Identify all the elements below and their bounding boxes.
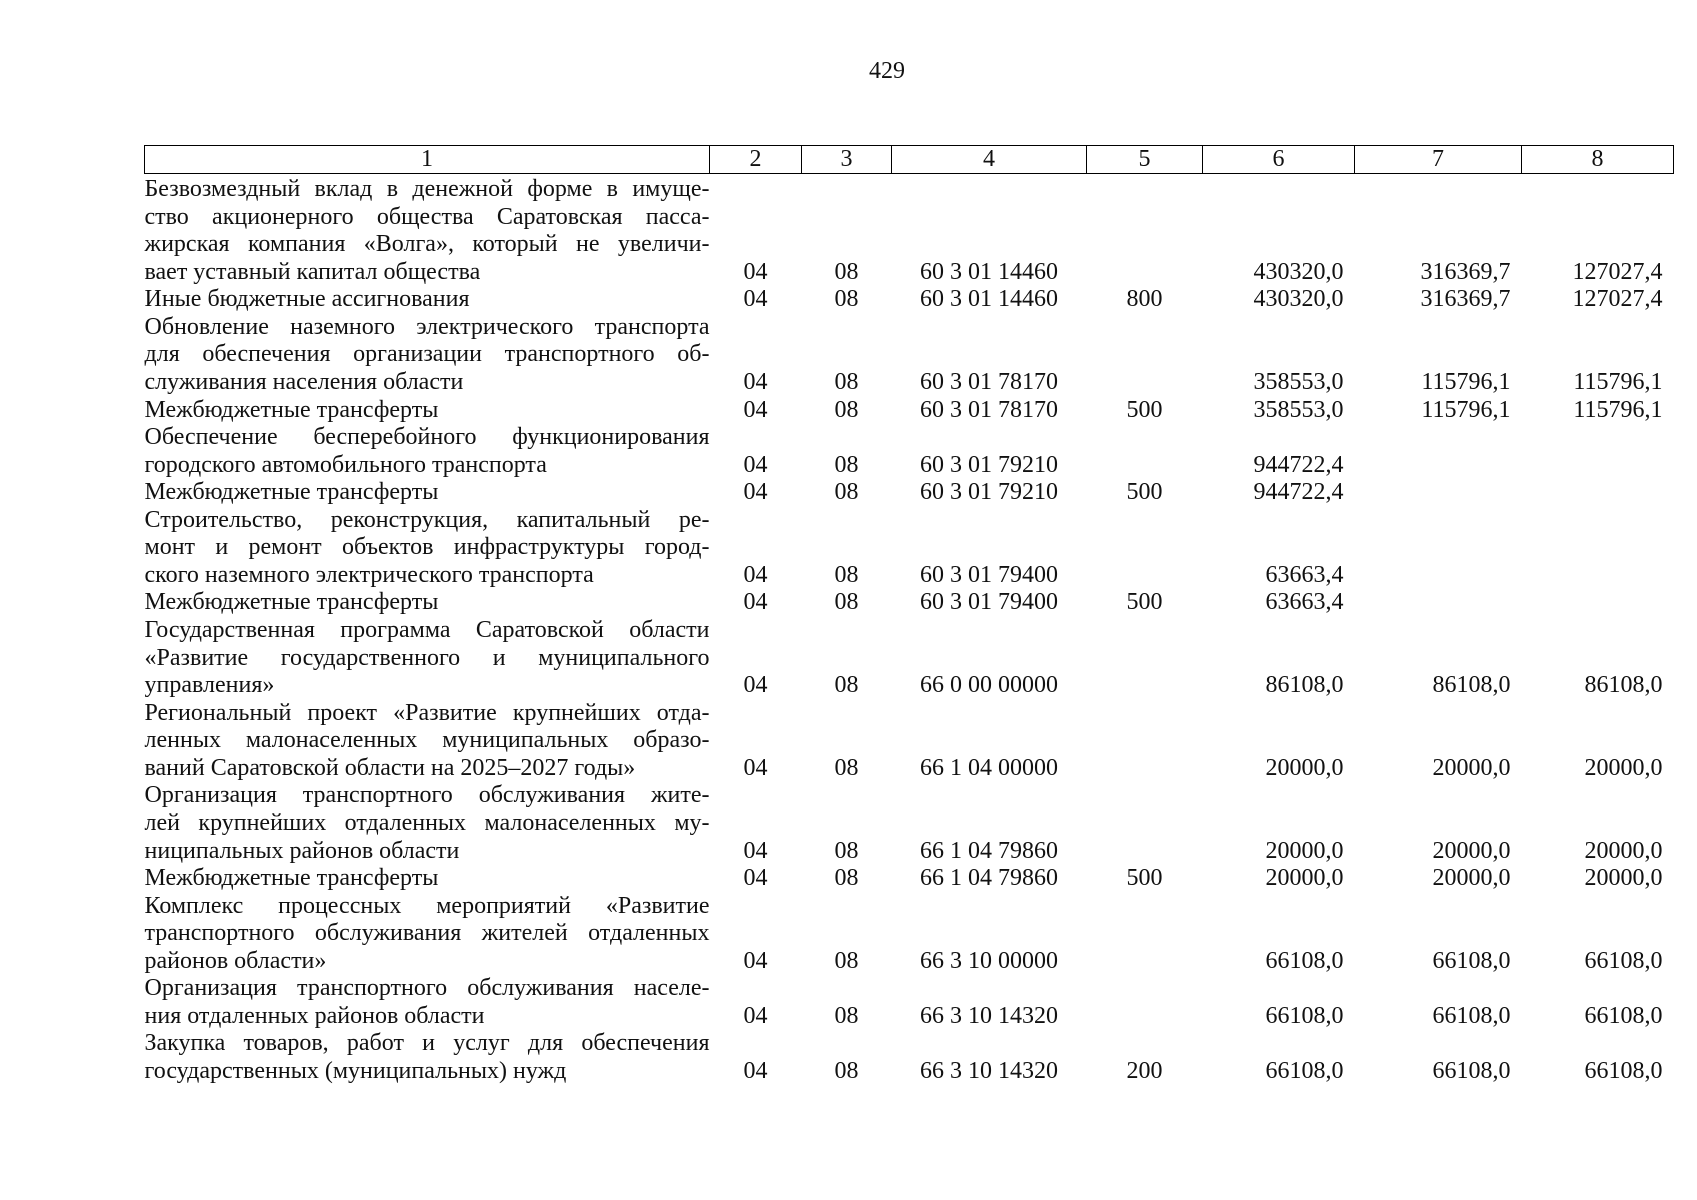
- row-label-line: Строительство, реконструкция, капитальный ре-: [144, 506, 710, 533]
- cell-col-3: 08: [834, 451, 859, 478]
- row-label-line: Организация транспортного обслуживания населе-: [144, 975, 710, 1002]
- row-label-line: лей крупнейших отдаленных малонаселенных му-: [144, 809, 710, 836]
- cell-col-5: [1087, 314, 1203, 397]
- row-label-line: Межбюджетные трансферты: [144, 865, 439, 892]
- cell-col-4: 60 3 01 78170: [920, 396, 1058, 423]
- cell-col-8: 20000,0: [1584, 837, 1663, 864]
- cell-col-5: [1087, 424, 1203, 479]
- cell-col-5: [1087, 975, 1203, 1030]
- table-row: [145, 174, 1674, 287]
- cell-col-3: 08: [834, 286, 859, 313]
- row-label-line: Комплекс процессных мероприятий «Развитие: [144, 892, 710, 919]
- cell-col-3: 08: [834, 754, 859, 781]
- cell-col-6: 20000,0: [1265, 754, 1344, 781]
- cell-col-4: 66 0 00 00000: [920, 672, 1058, 699]
- cell-col-4: 66 1 04 79860: [920, 837, 1058, 864]
- row-label-line: ваний Саратовской области на 2025–2027 годы»: [144, 754, 636, 781]
- row-label: [145, 424, 710, 479]
- cell-col-6: 63663,4: [1265, 589, 1344, 616]
- table-row: [145, 1030, 1674, 1085]
- cell-col-5: [1087, 174, 1203, 287]
- budget-table: [144, 145, 1674, 1086]
- row-label-line: транспортного обслуживания жителей отдаленных: [144, 920, 710, 947]
- cell-col-4: 66 1 04 79860: [920, 865, 1058, 892]
- header-cell-4: 4: [892, 146, 1087, 174]
- cell-col-2: 04: [743, 368, 768, 395]
- cell-col-2: 04: [743, 947, 768, 974]
- table-row: [145, 507, 1674, 590]
- row-label-line: городского автомобильного транспорта: [144, 451, 547, 478]
- cell-col-2: 04: [743, 672, 768, 699]
- header-cell-5: 5: [1087, 146, 1203, 174]
- cell-col-6: 430320,0: [1253, 258, 1344, 285]
- cell-col-5: [1087, 782, 1203, 865]
- cell-col-8: 66108,0: [1584, 947, 1663, 974]
- row-label-line: «Развитие государственного и муниципального: [144, 644, 710, 671]
- cell-col-7: 115796,1: [1421, 368, 1511, 395]
- cell-col-6: 20000,0: [1265, 837, 1344, 864]
- cell-col-7: 316369,7: [1420, 258, 1511, 285]
- table-row: [145, 782, 1674, 865]
- cell-col-8: 115796,1: [1573, 368, 1663, 395]
- cell-col-7: 66108,0: [1432, 947, 1511, 974]
- cell-col-6: 358553,0: [1253, 368, 1344, 395]
- cell-col-8: 66108,0: [1584, 1002, 1663, 1029]
- row-label: [145, 479, 710, 507]
- cell-col-6: 944722,4: [1253, 451, 1344, 478]
- row-label: [145, 507, 710, 590]
- cell-col-3: 08: [834, 561, 859, 588]
- row-label: [145, 286, 710, 314]
- row-label: [145, 174, 710, 287]
- cell-col-7: 115796,1: [1421, 396, 1511, 423]
- cell-col-7: 316369,7: [1420, 286, 1511, 313]
- table-row: [145, 589, 1674, 617]
- row-label-line: служивания населения области: [144, 368, 464, 395]
- row-label-line: Обеспечение бесперебойного функционирования: [144, 424, 710, 451]
- row-label: [145, 893, 710, 976]
- cell-col-3: 08: [834, 589, 859, 616]
- table-row: [145, 479, 1674, 507]
- cell-col-7: [1355, 589, 1522, 617]
- cell-col-2: 04: [743, 1002, 768, 1029]
- header-cell-3: 3: [802, 146, 892, 174]
- cell-col-4: 60 3 01 79210: [920, 451, 1058, 478]
- cell-col-6: 86108,0: [1265, 672, 1344, 699]
- row-label-line: монт и ремонт объектов инфраструктуры город-: [144, 534, 710, 561]
- cell-col-3: 08: [834, 479, 859, 506]
- cell-col-8: 127027,4: [1572, 286, 1663, 313]
- cell-col-7: 86108,0: [1432, 672, 1511, 699]
- cell-col-3: 08: [834, 837, 859, 864]
- row-label: [145, 865, 710, 893]
- cell-col-5: [1087, 617, 1203, 700]
- row-label-line: Безвозмездный вклад в денежной форме в имуще-: [144, 176, 710, 202]
- cell-col-3: 08: [834, 1058, 859, 1084]
- cell-col-5: 500: [1126, 396, 1163, 423]
- row-label: [145, 1030, 710, 1085]
- cell-col-6: 430320,0: [1253, 286, 1344, 313]
- cell-col-8: [1522, 424, 1674, 479]
- cell-col-7: 20000,0: [1432, 754, 1511, 781]
- cell-col-8: 115796,1: [1573, 396, 1663, 423]
- row-label-line: ния отдаленных районов области: [144, 1002, 485, 1029]
- cell-col-7: 20000,0: [1432, 837, 1511, 864]
- cell-col-3: 08: [834, 396, 859, 423]
- row-label-line: Организация транспортного обслуживания жите-: [144, 782, 710, 809]
- cell-col-7: [1355, 507, 1522, 590]
- cell-col-3: 08: [834, 865, 859, 892]
- table-row: [145, 893, 1674, 976]
- cell-col-2: 04: [743, 754, 768, 781]
- cell-col-6: 358553,0: [1253, 396, 1344, 423]
- row-label-line: вает уставный капитал общества: [144, 258, 481, 285]
- row-label: [145, 782, 710, 865]
- cell-col-2: 04: [743, 865, 768, 892]
- row-label-line: ниципальных районов области: [144, 837, 460, 864]
- cell-col-3: 08: [834, 368, 859, 395]
- row-label-line: Обновление наземного электрического транспорта: [144, 313, 710, 340]
- row-label-line: Межбюджетные трансферты: [144, 479, 439, 506]
- cell-col-4: 60 3 01 14460: [920, 258, 1058, 285]
- cell-col-2: 04: [743, 837, 768, 864]
- cell-col-7: [1355, 479, 1522, 507]
- table-row: [145, 975, 1674, 1030]
- header-cell-2: 2: [710, 146, 802, 174]
- cell-col-2: 04: [743, 479, 768, 506]
- cell-col-4: 60 3 01 14460: [920, 286, 1058, 313]
- row-label-line: Межбюджетные трансферты: [144, 589, 439, 616]
- cell-col-5: [1087, 893, 1203, 976]
- row-label-line: ленных малонаселенных муниципальных образо-: [144, 727, 710, 754]
- cell-col-2: 04: [743, 561, 768, 588]
- cell-col-4: 66 3 10 14320: [920, 1058, 1058, 1084]
- row-label-line: управления»: [144, 672, 275, 699]
- table-row: [145, 286, 1674, 314]
- header-cell-1: 1: [145, 146, 710, 174]
- cell-col-7: 20000,0: [1432, 865, 1511, 892]
- cell-col-6: 66108,0: [1265, 1002, 1344, 1029]
- cell-col-8: [1522, 507, 1674, 590]
- row-label: [145, 589, 710, 617]
- cell-col-7: 66108,0: [1432, 1002, 1511, 1029]
- cell-col-5: 500: [1126, 479, 1163, 506]
- cell-col-3: 08: [834, 258, 859, 285]
- cell-col-4: 60 3 01 78170: [920, 368, 1058, 395]
- cell-col-4: 66 1 04 00000: [920, 754, 1058, 781]
- cell-col-4: 66 3 10 00000: [920, 947, 1058, 974]
- cell-col-4: 66 3 10 14320: [920, 1002, 1058, 1029]
- cell-col-6: 944722,4: [1253, 479, 1344, 506]
- row-label-line: для обеспечения организации транспортного об-: [144, 341, 710, 368]
- cell-col-7: [1355, 424, 1522, 479]
- cell-col-5: 500: [1126, 589, 1163, 616]
- row-label: [145, 975, 710, 1030]
- cell-col-8: 127027,4: [1572, 258, 1663, 285]
- table-row: [145, 700, 1674, 783]
- cell-col-6: 63663,4: [1265, 561, 1344, 588]
- row-label: [145, 397, 710, 425]
- cell-col-4: 60 3 01 79400: [920, 589, 1058, 616]
- row-label-line: Региональный проект «Развитие крупнейших отда-: [144, 699, 710, 726]
- row-label: [145, 617, 710, 700]
- row-label-line: Иные бюджетные ассигнования: [144, 286, 470, 313]
- cell-col-5: 500: [1126, 865, 1163, 892]
- cell-col-2: 04: [743, 451, 768, 478]
- cell-col-2: 04: [743, 589, 768, 616]
- cell-col-5: 800: [1126, 286, 1163, 313]
- table-row: [145, 617, 1674, 700]
- cell-col-4: 60 3 01 79400: [920, 561, 1058, 588]
- cell-col-2: 04: [743, 286, 768, 313]
- row-label-line: ство акционерного общества Саратовская пасса-: [144, 203, 710, 230]
- cell-col-2: 04: [743, 258, 768, 285]
- cell-col-3: 08: [834, 947, 859, 974]
- cell-col-5: 200: [1126, 1058, 1163, 1084]
- cell-col-6: 66108,0: [1265, 1058, 1344, 1084]
- row-label: [145, 700, 710, 783]
- cell-col-8: 86108,0: [1584, 672, 1663, 699]
- row-label-line: Закупка товаров, работ и услуг для обеспечения: [144, 1030, 710, 1057]
- row-label-line: Межбюджетные трансферты: [144, 396, 439, 423]
- table-row: [145, 865, 1674, 893]
- page-number: 429: [869, 58, 905, 84]
- cell-col-5: [1087, 700, 1203, 783]
- cell-col-6: 66108,0: [1265, 947, 1344, 974]
- cell-col-8: [1522, 589, 1674, 617]
- table-row: [145, 424, 1674, 479]
- row-label-line: государственных (муниципальных) нужд: [144, 1058, 567, 1084]
- header-cell-7: 7: [1355, 146, 1522, 174]
- cell-col-4: 60 3 01 79210: [920, 479, 1058, 506]
- cell-col-5: [1087, 507, 1203, 590]
- header-row: [145, 146, 1674, 174]
- cell-col-7: 66108,0: [1432, 1058, 1511, 1084]
- cell-col-8: 20000,0: [1584, 754, 1663, 781]
- cell-col-8: [1522, 479, 1674, 507]
- cell-col-3: 08: [834, 1002, 859, 1029]
- cell-col-6: 20000,0: [1265, 865, 1344, 892]
- table-row: [145, 314, 1674, 397]
- row-label-line: районов области»: [144, 947, 327, 974]
- table-row: [145, 397, 1674, 425]
- cell-col-2: 04: [743, 1058, 768, 1084]
- cell-col-8: 66108,0: [1584, 1058, 1663, 1084]
- cell-col-3: 08: [834, 672, 859, 699]
- header-cell-8: 8: [1522, 146, 1674, 174]
- row-label-line: Государственная программа Саратовской области: [144, 617, 710, 643]
- row-label: [145, 314, 710, 397]
- cell-col-2: 04: [743, 396, 768, 423]
- cell-col-8: 20000,0: [1584, 865, 1663, 892]
- row-label-line: ского наземного электрического транспорта: [144, 561, 594, 588]
- row-label-line: жирская компания «Волга», который не увеличи-: [144, 231, 710, 258]
- header-cell-6: 6: [1203, 146, 1355, 174]
